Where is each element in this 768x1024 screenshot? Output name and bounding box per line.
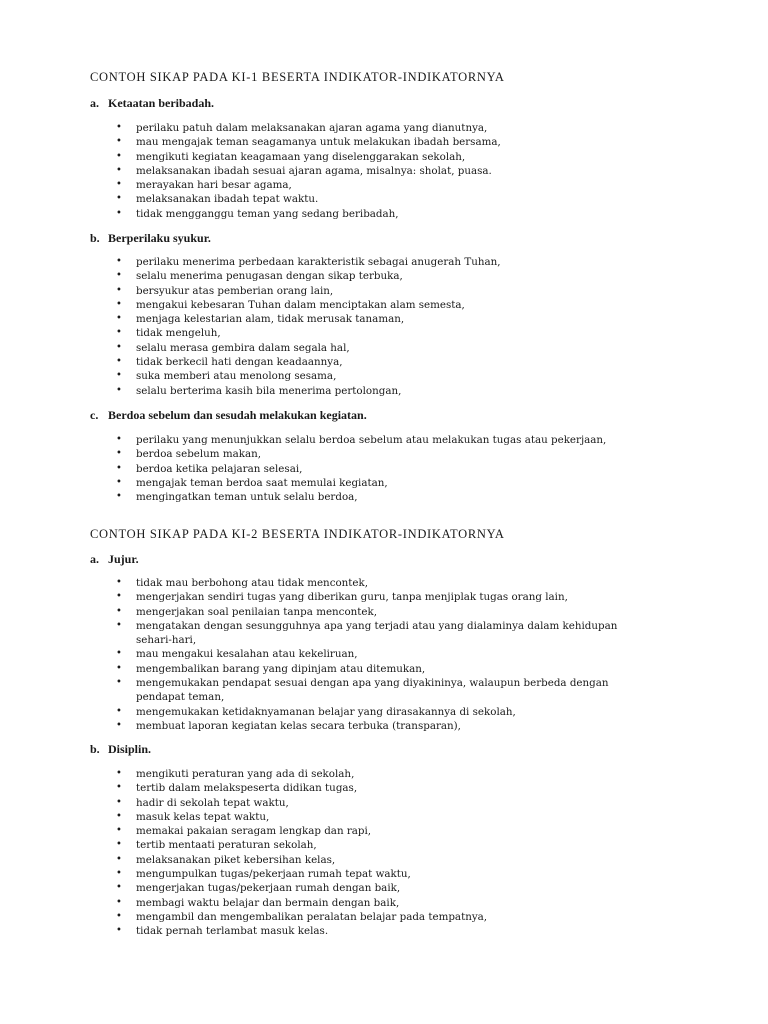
list-item: • mengerjakan tugas/pekerjaan rumah dengan baik, [116,882,401,895]
list-item: • selalu berterima kasih bila menerima pertolongan, [116,384,402,397]
list-item: • tidak pernah terlambat masuk kelas. [116,925,329,938]
list-item: • melaksanakan ibadah tepat waktu. [116,193,319,206]
list-item: • selalu merasa gembira dalam segala hal, [116,341,350,354]
bullet-icon: • [116,370,122,382]
bullet-icon: • [116,677,122,689]
subsection-heading-disiplin [90,742,151,757]
list-item: • mengakui kebesaran Tuhan dalam menciptakan alam semesta, [116,298,465,311]
bullet-icon: • [116,122,122,133]
subsection-letter: b. [90,742,100,756]
subsection-heading-ketaatan [90,96,214,111]
bullet-icon: • [116,768,122,779]
list-item: • suka memberi atau menolong sesama, [116,370,337,383]
bullet-icon: • [116,298,122,310]
list-item: • tidak mengganggu teman yang sedang beribadah, [116,207,399,220]
bullet-icon: • [116,491,122,503]
list-item: • mengikuti peraturan yang ada di sekolah, [116,768,355,780]
list-item: • mau mengajak teman seagamanya untuk melakukan ibadah bersama, [116,136,501,149]
subsection-title: Disiplin. [108,742,152,756]
bullet-icon: • [116,179,122,191]
bullet-icon: • [116,207,122,219]
bullet-icon: • [116,384,122,396]
subsection-title: Berperilaku syukur. [108,231,211,245]
bullet-icon: • [116,705,122,717]
list-item: • memakai pakaian seragam lengkap dan rapi, [116,825,372,838]
bullet-icon: • [116,256,122,267]
bullet-icon: • [116,605,122,617]
list-item: • selalu menerima penugasan dengan sikap terbuka, [116,270,403,283]
subsection-title: Jujur. [108,552,139,566]
bullet-icon: • [116,619,122,631]
bullet-icon: • [116,327,122,339]
list-item: • mengikuti kegiatan keagamaan yang diselenggarakan sekolah, [116,150,466,163]
list-item: • masuk kelas tepat waktu, [116,810,270,823]
subsection-letter: a. [90,552,99,566]
bullet-icon: • [116,910,122,922]
bullet-icon: • [116,825,122,837]
list-item: • menjaga kelestarian alam, tidak merusak tanaman, [116,313,405,326]
section-title-ki2: CONTOH SIKAP PADA KI-2 BESERTA INDIKATOR-INDIKATORNYA [90,527,505,541]
list-item: • tidak mau berbohong atau tidak mencontek, [116,577,369,589]
list-item: • mengumpulkan tugas/pekerjaan rumah tepat waktu, [116,868,411,881]
bullet-icon: • [116,839,122,851]
section-title-ki1: CONTOH SIKAP PADA KI-1 BESERTA INDIKATOR-INDIKATORNYA [90,70,505,84]
list-item: • membagi waktu belajar dan bermain dengan baik, [116,896,400,909]
list-item: • mau mengakui kesalahan atau kekeliruan, [116,648,358,661]
list-item: • mengemukakan ketidaknyamanan belajar yang dirasakannya di sekolah, [116,705,516,718]
list-item: • mengerjakan soal penilaian tanpa mencontek, [116,605,378,618]
bullet-icon: • [116,462,122,474]
list-item: • mengerjakan sendiri tugas yang diberikan guru, tanpa menjiplak tugas orang lain, [116,591,568,604]
bullet-icon: • [116,356,122,368]
bullet-icon: • [116,577,122,588]
bullet-icon: • [116,662,122,674]
list-item: • merayakan hari besar agama, [116,179,292,192]
subsection-letter: a. [90,96,99,110]
subsection-title: Berdoa sebelum dan sesudah melakukan kegiatan. [108,408,367,422]
bullet-icon: • [116,853,122,865]
bullet-icon: • [116,648,122,660]
list-item: • mengatakan dengan sesungguhnya apa yang terjadi atau yang dialaminya dalam kehidupan sehari-hari, [116,619,618,647]
bullet-icon: • [116,164,122,176]
bullet-icon: • [116,313,122,325]
list-item: • perilaku yang menunjukkan selalu berdoa sebelum atau melakukan tugas atau pekerjaan, [116,434,607,446]
bullet-icon: • [116,882,122,894]
bullet-icon: • [116,284,122,296]
list-item: • mengambil dan mengembalikan peralatan belajar pada tempatnya, [116,910,488,923]
list-item: • mengajak teman berdoa saat memulai kegiatan, [116,476,388,489]
list-jujur [0,576,768,733]
list-item: • membuat laporan kegiatan kelas secara terbuka (transparan), [116,719,461,732]
list-item: • mengembalikan barang yang dipinjam atau ditemukan, [116,662,426,675]
bullet-icon: • [116,448,122,460]
bullet-icon: • [116,925,122,937]
list-item: • hadir di sekolah tepat waktu, [116,796,289,809]
subsection-title: Ketaatan beribadah. [108,96,215,110]
list-syukur [0,255,768,398]
list-item: • perilaku menerima perbedaan karakteristik sebagai anugerah Tuhan, [116,256,501,268]
bullet-icon: • [116,868,122,880]
bullet-icon: • [116,796,122,808]
list-item: • tertib dalam melakspeserta didikan tugas, [116,782,358,795]
list-disiplin [0,767,768,939]
subsection-heading-jujur [90,552,139,567]
subsection-heading-berdoa [90,408,367,423]
list-item: • berdoa sebelum makan, [116,448,262,461]
list-item: • melaksanakan piket kebersihan kelas, [116,853,336,866]
bullet-icon: • [116,591,122,603]
bullet-icon: • [116,341,122,353]
list-item: • mengingatkan teman untuk selalu berdoa, [116,491,358,504]
list-item: • mengemukakan pendapat sesuai dengan apa yang diyakininya, walaupun berbeda dengan pendapat teman, [116,677,609,704]
bullet-icon: • [116,270,122,282]
subsection-heading-syukur [90,231,211,246]
bullet-icon: • [116,476,122,488]
list-ketaatan [0,121,768,221]
bullet-icon: • [116,810,122,822]
bullet-icon: • [116,719,122,731]
bullet-icon: • [116,434,122,445]
bullet-icon: • [116,150,122,162]
subsection-letter: c. [90,408,99,422]
list-item: • tidak berkecil hati dengan keadaannya, [116,356,343,369]
subsection-letter: b. [90,231,100,245]
list-item: • tidak mengeluh, [116,327,221,340]
list-item: • perilaku patuh dalam melaksanakan ajaran agama yang dianutnya, [116,122,488,134]
list-item: • bersyukur atas pemberian orang lain, [116,284,334,297]
list-item: • tertib mentaati peraturan sekolah, [116,839,317,852]
list-item: • melaksanakan ibadah sesuai ajaran agama, misalnya: sholat, puasa. [116,164,492,177]
bullet-icon: • [116,896,122,908]
bullet-icon: • [116,136,122,148]
bullet-icon: • [116,193,122,205]
list-berdoa [0,433,768,504]
bullet-icon: • [116,782,122,794]
list-item: • berdoa ketika pelajaran selesai, [116,462,303,475]
